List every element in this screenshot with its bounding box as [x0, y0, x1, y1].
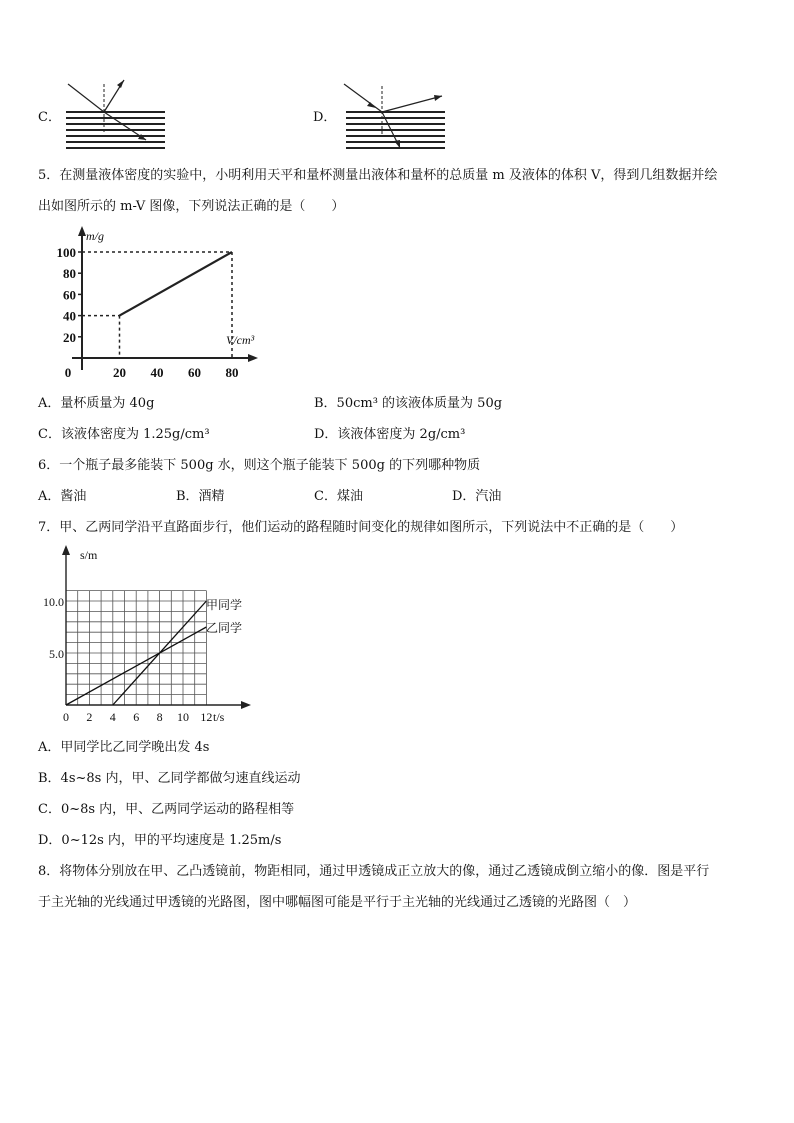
q8-stem-line2: 于主光轴的光线通过甲透镜的光路图，图中哪幅图可能是平行于主光轴的光线通过乙透镜的光路图（ ）	[38, 895, 637, 910]
q5-y-tick-label: 20	[63, 329, 76, 345]
q5-m-v-chart	[30, 224, 270, 384]
q7-option-c: C．0~8s 内，甲、乙两同学运动的路程相等	[38, 802, 295, 817]
q7-x-tick-label: 4	[109, 710, 116, 724]
q5-y-tick-label: 100	[56, 245, 76, 260]
q7-s-t-chart	[30, 545, 270, 730]
q6-stem: 6．一个瓶子最多能装下 500g 水，则这个瓶子能装下 500g 的下列哪种物质	[38, 458, 481, 473]
q5-y-axis-label: m/g	[86, 229, 104, 243]
q7-x-tick-label: 12	[200, 710, 213, 724]
q5-option-a: A．量杯质量为 40g	[38, 396, 155, 411]
option-d-label: D．	[313, 110, 337, 125]
q5-x-tick-label: 20	[113, 365, 126, 380]
q7-y-tick-label: 5.0	[49, 647, 64, 661]
q7-option-d: D．0~12s 内，甲的平均速度是 1.25m/s	[38, 833, 282, 848]
option-c-label: C．	[38, 110, 61, 125]
q7-x-tick-label: 8	[156, 710, 163, 724]
series-label-jia: 甲同学	[206, 598, 243, 612]
q5-x-tick-label: 80	[225, 365, 239, 380]
refraction-diagram-d	[340, 76, 450, 151]
q5-x-tick-label: 60	[188, 365, 201, 380]
q5-option-d: D．该液体密度为 2g/cm³	[314, 427, 466, 442]
refraction-diagram-c	[60, 76, 170, 151]
q5-x-tick-label: 0	[64, 365, 72, 380]
q7-x-axis-arrow	[241, 701, 251, 709]
q7-y-axis-label: s/m	[80, 548, 98, 562]
q5-y-axis-arrow	[78, 226, 86, 236]
q5-stem-line2: 出如图所示的 m-V 图像，下列说法正确的是（ ）	[38, 199, 345, 214]
q7-stem: 7．甲、乙两同学沿平直路面步行，他们运动的路程随时间变化的规律如图所示，下列说法中不正确的是（ ）	[38, 520, 684, 535]
q7-x-axis-label: t/s	[213, 710, 225, 724]
q6-option-d: D．汽油	[452, 489, 502, 504]
q5-x-tick-label: 40	[150, 365, 164, 380]
q5-option-c: C．该液体密度为 1.25g/cm³	[38, 427, 210, 442]
series-label-yi: 乙同学	[206, 621, 243, 635]
q7-x-tick-label: 0	[63, 710, 69, 724]
q6-option-a: A．酱油	[38, 489, 87, 504]
q7-x-tick-label: 2	[86, 710, 93, 724]
q5-x-axis-arrow	[248, 354, 258, 362]
q5-m-v-line	[120, 252, 233, 316]
q7-option-b: B．4s~8s 内，甲、乙同学都做匀速直线运动	[38, 771, 301, 786]
q5-y-tick-label: 60	[63, 287, 76, 303]
q8-stem-line1: 8．将物体分别放在甲、乙凸透镜前，物距相同，通过甲透镜成正立放大的像，通过乙透镜成倒立缩小的像．图是平行	[38, 864, 710, 879]
q6-option-b: B．酒精	[176, 489, 225, 504]
q7-option-a: A．甲同学比乙同学晚出发 4s	[38, 740, 210, 755]
q6-option-c: C．煤油	[314, 489, 363, 504]
q7-y-axis-arrow	[62, 545, 70, 555]
q5-y-tick-label: 80	[63, 266, 76, 282]
q5-option-b: B．50cm³ 的该液体质量为 50g	[314, 396, 503, 411]
q5-x-axis-label: V/cm³	[226, 333, 255, 347]
q5-y-tick-label: 40	[63, 308, 76, 324]
q7-y-tick-label: 10.0	[43, 595, 64, 609]
q7-x-tick-label: 6	[133, 710, 140, 724]
q7-x-tick-label: 10	[177, 710, 189, 724]
q5-stem-line1: 5．在测量液体密度的实验中，小明利用天平和量杯测量出液体和量杯的总质量 m 及液体的体积 V，得到几组数据并绘	[38, 168, 718, 183]
